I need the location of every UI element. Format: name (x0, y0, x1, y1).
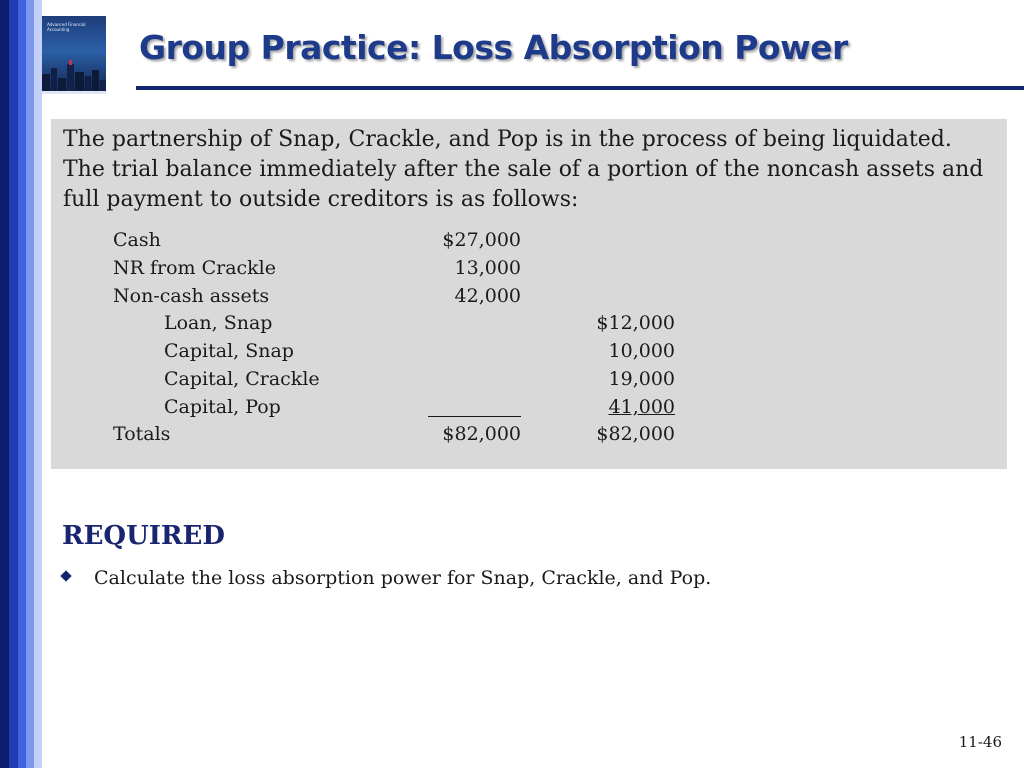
row-credit: $12,000 (596, 312, 675, 334)
row-label: Totals (113, 423, 171, 445)
row-debit: $82,000 (442, 423, 521, 445)
bullet-text: Calculate the loss absorption power for Snap, Crackle, and Pop. (94, 567, 712, 589)
row-label: Non-cash assets (113, 285, 270, 307)
required-heading: REQUIRED (62, 521, 225, 551)
book-cover-title: Advanced Financial Accounting (47, 22, 86, 32)
trial-balance-row (51, 229, 1007, 257)
problem-intro-text: The partnership of Snap, Crackle, and Pop is in the process of being liquidated. The trial balance immediately after the sale of a portion of the noncash assets and full payment to outside creditors is as follows: (63, 127, 984, 212)
page-number: 11-46 (958, 733, 1002, 751)
row-label: Cash (113, 229, 161, 251)
row-credit: $82,000 (596, 423, 675, 445)
row-credit: 41,000 (608, 396, 675, 418)
stripe (26, 0, 34, 768)
row-label: Loan, Snap (164, 312, 273, 334)
problem-box (51, 119, 1007, 469)
trial-balance-row (51, 423, 1007, 451)
row-label: Capital, Pop (164, 396, 281, 418)
title-divider (136, 86, 1024, 90)
trial-balance-row (51, 285, 1007, 313)
row-label: Capital, Snap (164, 340, 294, 362)
row-label: NR from Crackle (113, 257, 277, 279)
row-debit: 42,000 (454, 285, 521, 307)
stripe (18, 0, 26, 768)
trial-balance-row (51, 368, 1007, 396)
diamond-bullet-icon (60, 570, 71, 581)
row-credit: 19,000 (608, 368, 675, 390)
stripe (0, 0, 9, 768)
trial-balance-row (51, 257, 1007, 285)
stripe (9, 0, 18, 768)
city-skyline-graphic (42, 60, 106, 94)
trial-balance-row (51, 312, 1007, 340)
row-debit: 13,000 (454, 257, 521, 279)
row-credit: 10,000 (608, 340, 675, 362)
trial-balance-row (51, 396, 1007, 424)
left-decorative-stripes (0, 0, 42, 768)
debit-underline (428, 416, 521, 417)
trial-balance-row (51, 340, 1007, 368)
row-debit: $27,000 (442, 229, 521, 251)
stripe (34, 0, 42, 768)
row-label: Capital, Crackle (164, 368, 320, 390)
slide-title: Group Practice: Loss Absorption Power (139, 28, 848, 67)
book-cover-image (42, 16, 106, 94)
